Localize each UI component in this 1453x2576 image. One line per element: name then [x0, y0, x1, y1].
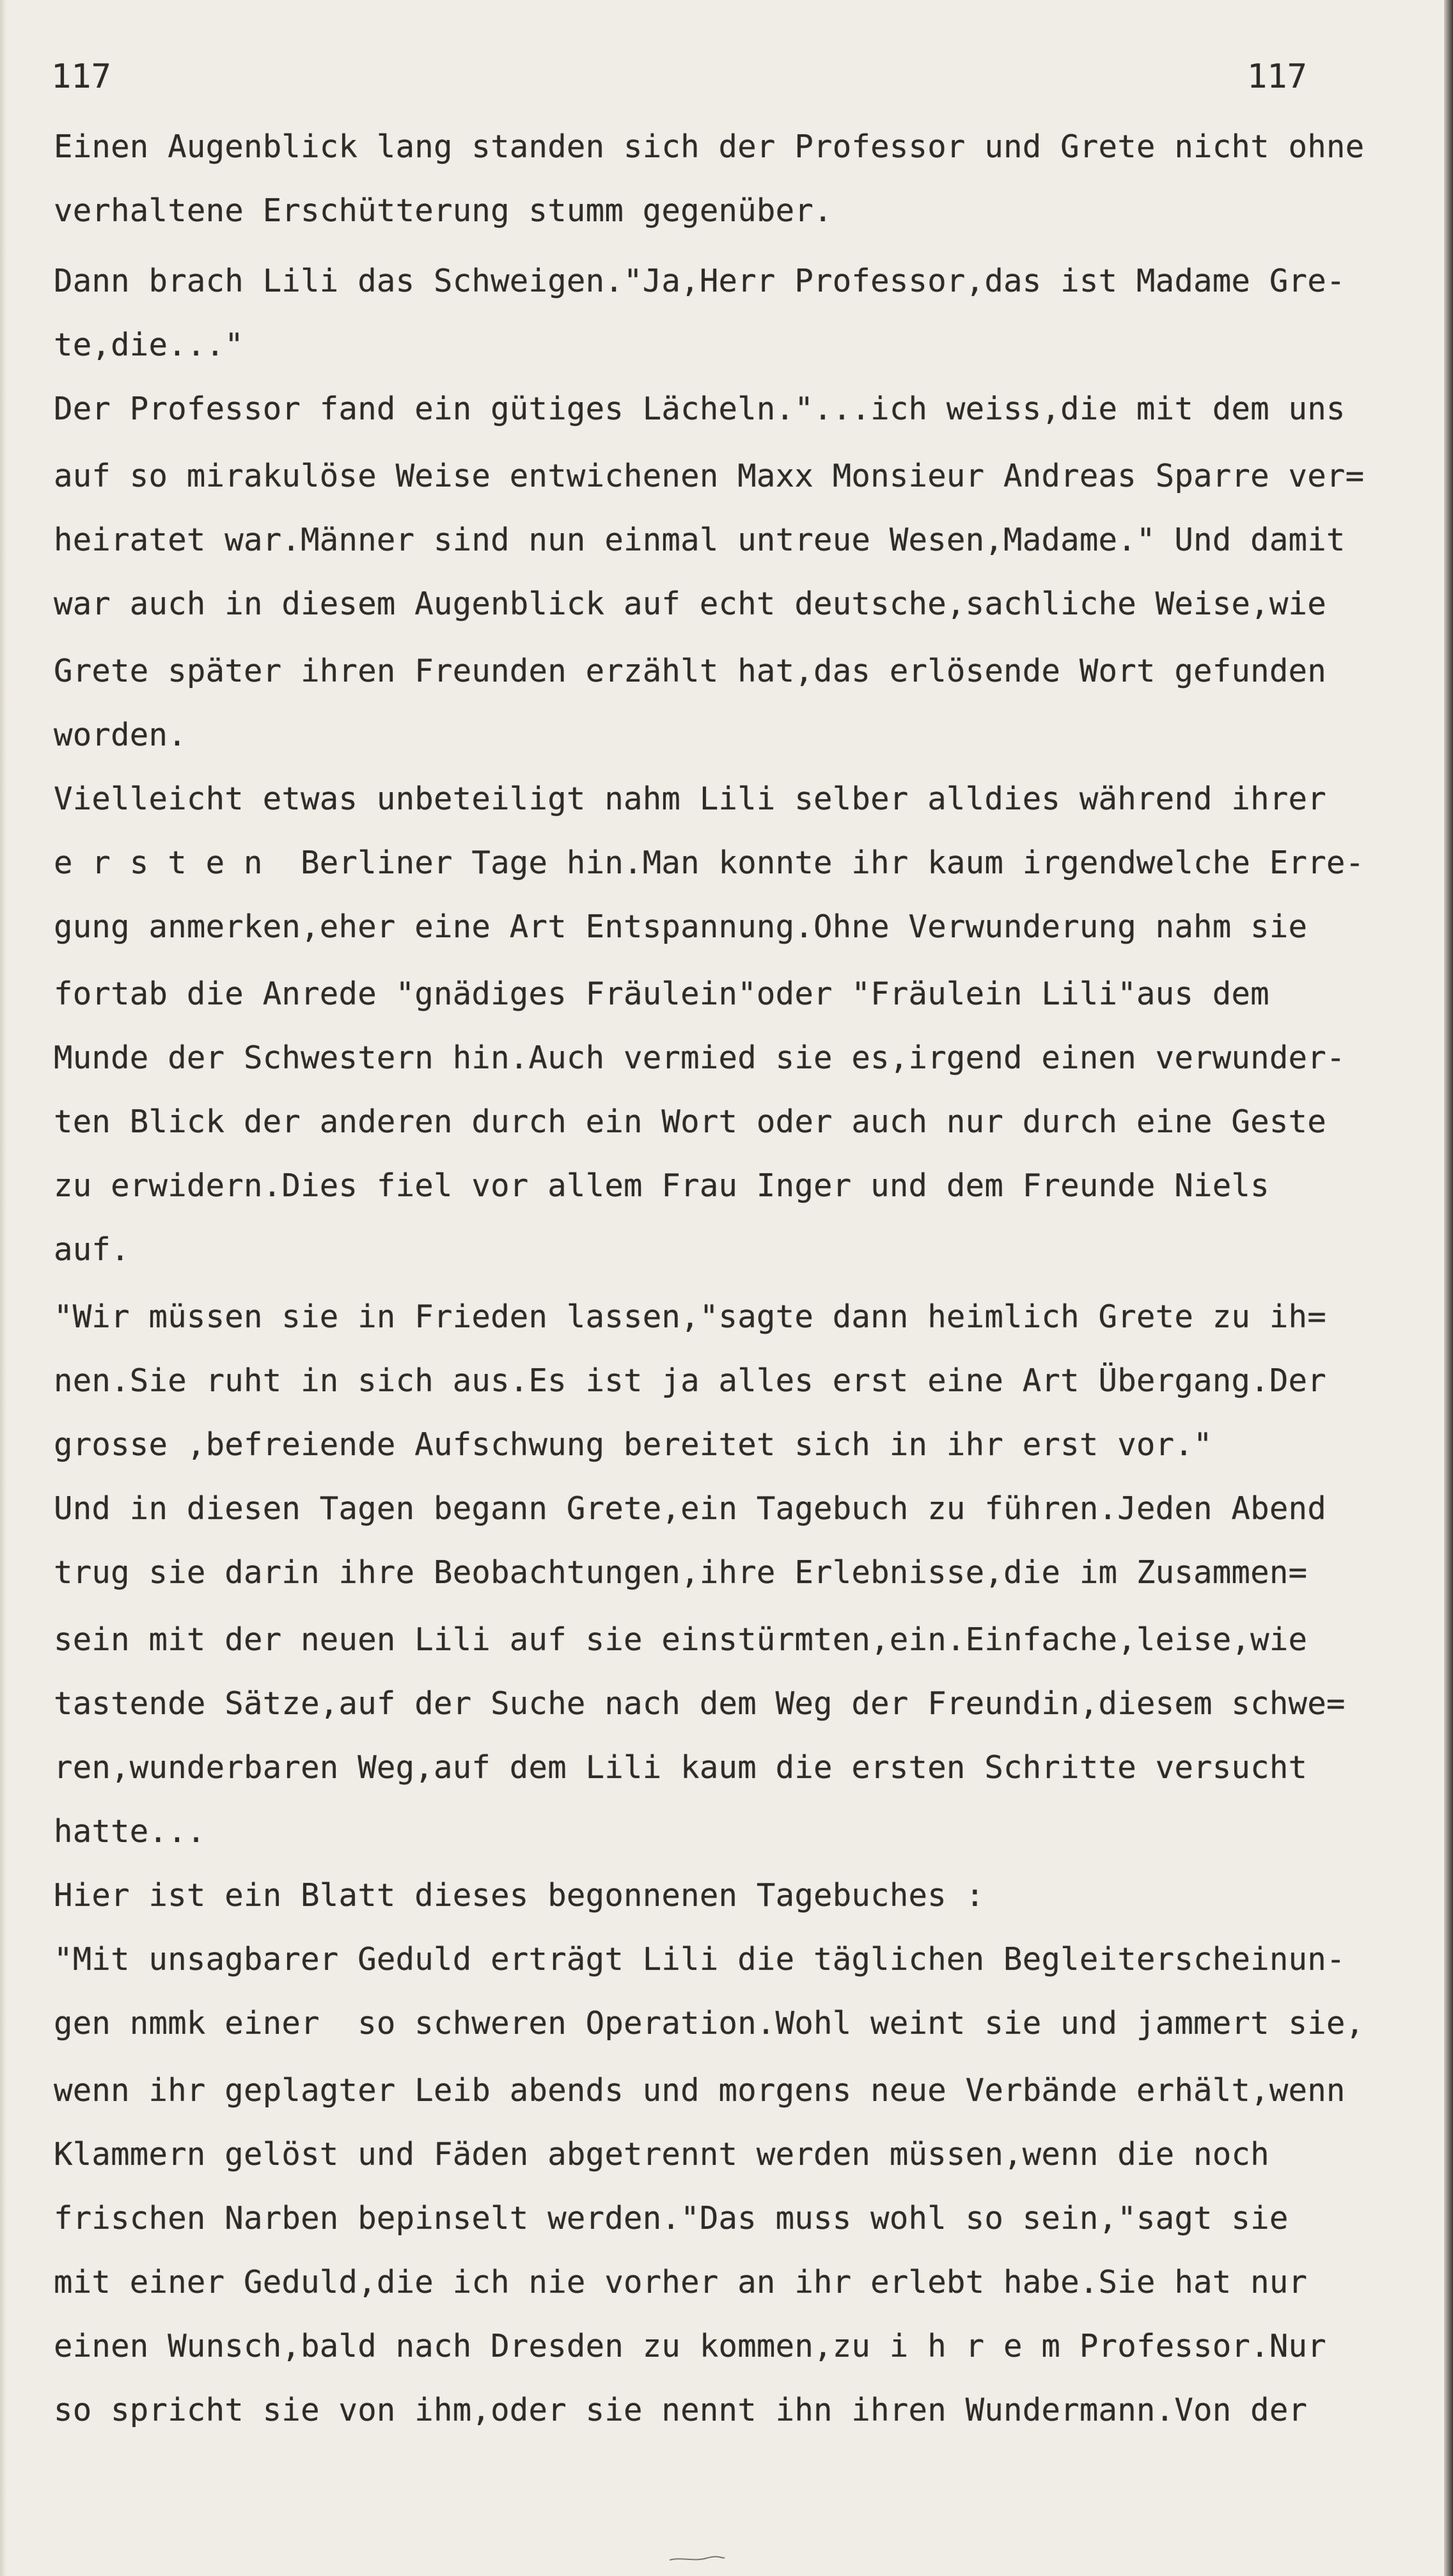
text-line: heiratet war.Männer sind nun einmal untreue Wesen,Madame." Und damit [54, 522, 1346, 558]
text-line: wenn ihr geplagter Leib abends und morgens neue Verbände erhält,wenn [54, 2072, 1346, 2109]
text-line: "Wir müssen sie in Frieden lassen,"sagte dann heimlich Grete zu ih= [54, 1299, 1326, 1335]
text-line: Klammern gelöst und Fäden abgetrennt werden müssen,wenn die noch [54, 2136, 1269, 2173]
text-line: einen Wunsch,bald nach Dresden zu kommen,zu i h r e m Professor.Nur [54, 2328, 1326, 2364]
text-line: ten Blick der anderen durch ein Wort oder auch nur durch eine Geste [54, 1104, 1326, 1140]
text-line: gen nmmk einer so schweren Operation.Wohl weint sie und jammert sie, [54, 2005, 1365, 2041]
text-line: fortab die Anrede "gnädiges Fräulein"oder "Fräulein Lili"aus dem [54, 976, 1269, 1012]
text-line: verhaltene Erschütterung stumm gegenüber. [54, 192, 833, 229]
text-line: Der Professor fand ein gütiges Lächeln."...ich weiss,die mit dem uns [54, 391, 1346, 427]
text-line: te,die..." [54, 327, 244, 363]
text-line: Hier ist ein Blatt dieses begonnenen Tagebuches : [54, 1877, 985, 1914]
page-right-edge-shadow [1444, 0, 1453, 2576]
text-line: tastende Sätze,auf der Suche nach dem Weg der Freundin,diesem schwe= [54, 1685, 1346, 1722]
page-number-left: 117 [51, 58, 111, 96]
text-line: Vielleicht etwas unbeteiligt nahm Lili selber alldies während ihrer [54, 781, 1326, 817]
text-line: Dann brach Lili das Schweigen."Ja,Herr Professor,das ist Madame Gre- [54, 263, 1346, 299]
text-line: gung anmerken,eher eine Art Entspannung.Ohne Verwunderung nahm sie [54, 909, 1308, 945]
text-line: Und in diesen Tagen begann Grete,ein Tagebuch zu führen.Jeden Abend [54, 1490, 1326, 1527]
pencil-mark [668, 2554, 726, 2563]
text-line: auf. [54, 1231, 130, 1268]
text-line: so spricht sie von ihm,oder sie nennt ihn ihren Wundermann.Von der [54, 2392, 1308, 2428]
text-line: frischen Narben bepinselt werden."Das muss wohl so sein,"sagt sie [54, 2200, 1289, 2236]
text-line: grosse ,befreiende Aufschwung bereitet sich in ihr erst vor." [54, 1426, 1213, 1463]
text-line: sein mit der neuen Lili auf sie einstürmten,ein.Einfache,leise,wie [54, 1621, 1308, 1658]
text-line: zu erwidern.Dies fiel vor allem Frau Inger und dem Freunde Niels [54, 1167, 1269, 1204]
page-left-edge [0, 0, 6, 2576]
text-line: mit einer Geduld,die ich nie vorher an ihr erlebt habe.Sie hat nur [54, 2264, 1308, 2300]
text-line: Grete später ihren Freunden erzählt hat,das erlösende Wort gefunden [54, 653, 1326, 689]
text-line: Einen Augenblick lang standen sich der Professor und Grete nicht ohne [54, 129, 1365, 165]
page-number-right: 117 [1247, 58, 1307, 96]
text-line: auf so mirakulöse Weise entwichenen Maxx Monsieur Andreas Sparre ver= [54, 458, 1365, 494]
text-line: trug sie darin ihre Beobachtungen,ihre Erlebnisse,die im Zusammen= [54, 1554, 1308, 1591]
text-line: e r s t e n Berliner Tage hin.Man konnte ihr kaum irgendwelche Erre- [54, 845, 1365, 881]
text-line: nen.Sie ruht in sich aus.Es ist ja alles erst eine Art Übergang.Der [54, 1362, 1326, 1399]
text-line: hatte... [54, 1813, 206, 1850]
text-line: Munde der Schwestern hin.Auch vermied sie es,irgend einen verwunder- [54, 1040, 1346, 1076]
text-line: worden. [54, 717, 187, 753]
text-line: war auch in diesem Augenblick auf echt deutsche,sachliche Weise,wie [54, 586, 1326, 622]
text-line: ren,wunderbaren Weg,auf dem Lili kaum die ersten Schritte versucht [54, 1749, 1308, 1786]
text-line: "Mit unsagbarer Geduld erträgt Lili die täglichen Begleiterscheinun- [54, 1941, 1346, 1978]
